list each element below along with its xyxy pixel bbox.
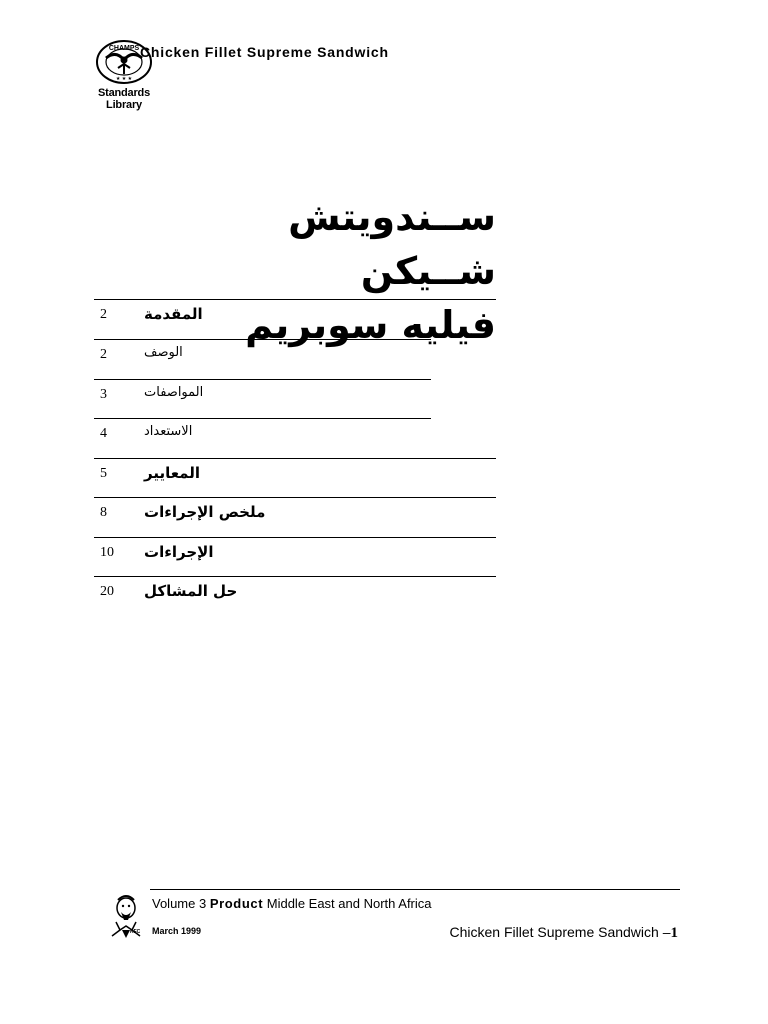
toc-label: حل المشاكل bbox=[144, 582, 238, 600]
toc-label: المعايير bbox=[144, 464, 201, 482]
toc-divider bbox=[94, 497, 496, 498]
title-line-1: ســندويتش شــيكن bbox=[288, 195, 496, 293]
footer-date: March 1999 bbox=[152, 926, 202, 936]
footer-volume-suffix: Middle East and North Africa bbox=[263, 896, 432, 911]
footer-volume-bold: Product bbox=[209, 896, 264, 911]
toc-page-number: 5 bbox=[100, 466, 107, 481]
footer-volume-prefix: Volume 3 bbox=[152, 896, 210, 911]
toc-page-number: 10 bbox=[100, 545, 114, 560]
toc-label: المقدمة bbox=[144, 305, 203, 323]
footer-page-number: 1 bbox=[670, 925, 678, 941]
logo-text-library: Library bbox=[106, 99, 142, 111]
logo-top-text: CHAMPS bbox=[108, 45, 140, 52]
toc-page-number: 2 bbox=[100, 307, 107, 322]
toc-label: المواصفات bbox=[144, 385, 204, 400]
svg-text:★ ★ ★: ★ ★ ★ bbox=[115, 76, 133, 82]
toc-divider bbox=[94, 418, 431, 419]
toc-label: ملخص الإجراءات bbox=[144, 503, 266, 521]
toc-page-number: 20 bbox=[100, 584, 114, 599]
toc-label: الإجراءات bbox=[144, 543, 214, 561]
footer-divider bbox=[150, 889, 680, 890]
toc-divider bbox=[94, 339, 431, 340]
footer-doc-name bbox=[450, 924, 679, 942]
toc-divider bbox=[94, 576, 496, 577]
toc-divider bbox=[94, 458, 496, 459]
title-line-2: فيليه سوبريم bbox=[245, 303, 496, 347]
kfc-brand-mark: KFC bbox=[130, 929, 141, 935]
toc-label: الاستعداد bbox=[144, 424, 193, 439]
header-title: Chicken Fillet Supreme Sandwich bbox=[140, 44, 389, 60]
page-title bbox=[150, 190, 496, 352]
toc-page-number: 2 bbox=[100, 347, 107, 362]
toc-divider bbox=[94, 537, 496, 538]
toc-divider bbox=[94, 299, 496, 300]
toc-label: الوصف bbox=[144, 345, 183, 360]
toc-page-number: 8 bbox=[100, 505, 107, 520]
footer-doc-title: Chicken Fillet Supreme Sandwich – bbox=[449, 924, 671, 940]
toc-page-number: 4 bbox=[100, 426, 107, 441]
toc-page-number: 3 bbox=[100, 387, 107, 402]
colonel-sanders-icon bbox=[106, 892, 148, 942]
toc-divider bbox=[94, 379, 431, 380]
footer-volume bbox=[152, 896, 432, 911]
logo-text-standards: Standards bbox=[98, 87, 150, 99]
